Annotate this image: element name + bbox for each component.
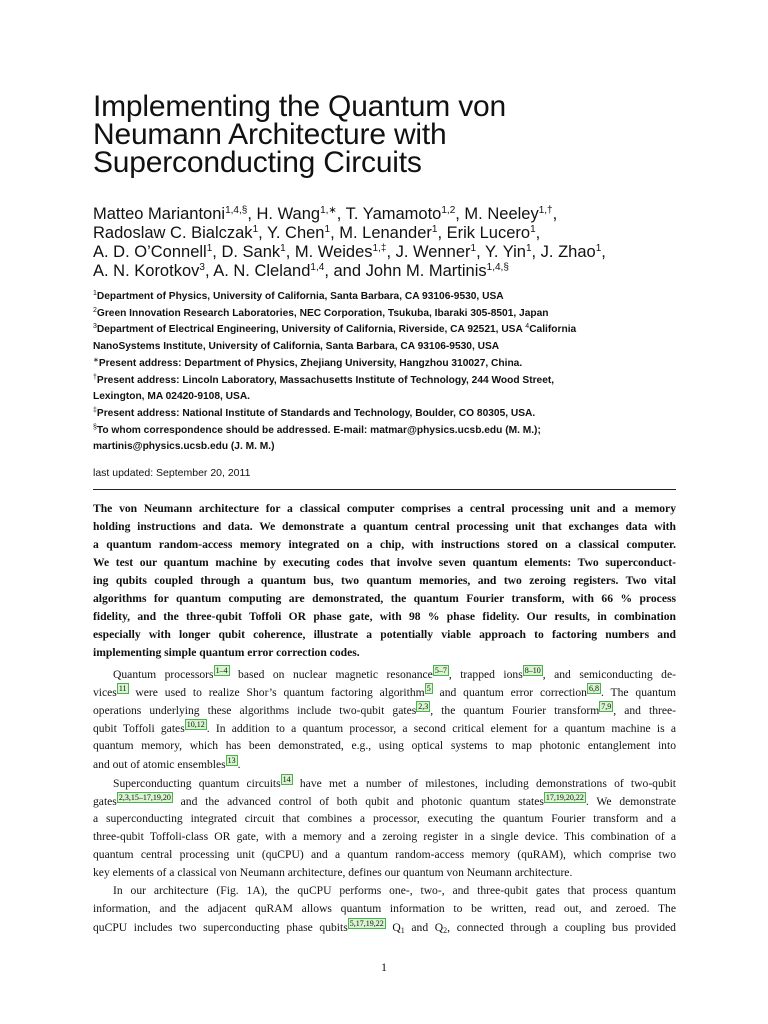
body-text-run: Quantum processors (113, 668, 214, 681)
body-line (93, 719, 676, 737)
affil-text: Green Innovation Research Laboratories, NEC Corporation, Tsukuba, Ibaraki 305-8501, Japan (96, 307, 549, 319)
citation-link[interactable]: 6,8 (588, 684, 599, 694)
body-text-run: . We demonstrate (585, 794, 676, 808)
author-name: , T. Yamamoto (336, 205, 442, 223)
body-text-run: . (237, 758, 241, 772)
author-name: , Y. Yin (476, 243, 526, 261)
body-line (93, 755, 676, 773)
body-text-run: , trapped ions (448, 668, 523, 681)
body-text-run: , and three- (613, 704, 677, 718)
author-sep: , (601, 243, 606, 261)
author-line (93, 243, 733, 262)
author-list (93, 205, 733, 281)
citation-link[interactable]: 13 (227, 756, 236, 766)
citation-link[interactable]: 5–7 (434, 666, 447, 675)
author-name: , D. Sank (212, 243, 281, 261)
affiliation (93, 356, 693, 373)
affiliation (93, 373, 693, 390)
affil-text: Present address: Department of Physics, Zhejiang University, Hangzhou 310027, China. (98, 357, 523, 369)
abstract-line: ing qubits coupled through a quantum bus, two quantum memories, and two zeroing registers. Two vital (93, 574, 676, 587)
abstract (93, 500, 676, 662)
author-affil-mark: 3 (199, 262, 205, 273)
citation-link[interactable]: 2,3 (418, 702, 429, 712)
abstract-line: fidelity, and the three-qubit Toffoli OR phase gate, with 98 % phase fidelity. Our results, in combination (93, 610, 676, 623)
affil-mark: § (93, 423, 97, 431)
body-text-run: were used to realize Shor’s quantum factoring algorithm (128, 686, 425, 700)
author-affil-mark: 1,4,§ (486, 262, 509, 273)
body-text-run: and Q (404, 921, 444, 935)
author-affil-mark: 1,‡ (372, 243, 387, 254)
citation-link[interactable]: 17,19,20,22 (545, 792, 584, 802)
body-text-run: and the advanced control of both qubit and photonic quantum states (172, 794, 544, 808)
author-affil-mark: 1,4 (310, 262, 325, 273)
body-text-run: , connected through a coupling bus provided (447, 921, 676, 935)
citation-link[interactable]: 2,3,15–17,19,20 (118, 792, 171, 802)
author-name: A. D. O’Connell (93, 243, 207, 261)
affil-mark: ∗ (93, 356, 99, 364)
body-text-run: gates (93, 794, 117, 808)
qubit-subscript: 1 (400, 926, 405, 936)
author-name: , J. Wenner (386, 243, 471, 261)
body-text-run: , the quantum Fourier transform (430, 704, 600, 718)
body-text-run: have met a number of milestones, including demonstrations of two-qubit (292, 776, 677, 790)
affil-text: California (529, 324, 577, 336)
correspondence-text: martinis@physics.ucsb.edu (J. M. M.) (93, 441, 275, 453)
affil-text: Present address: Lincoln Laboratory, Massachusetts Institute of Technology, 244 Wood Street, (96, 374, 555, 386)
citation-link[interactable]: 8–10 (524, 666, 541, 675)
body-line: three-qubit Toffoli-class OR gate, with a memory and a zeroing register in a single device. This combination of a (93, 829, 676, 843)
body-text-run: operations underlying these algorithms include two-qubit gates (93, 704, 417, 718)
body-text-run: and out of atomic ensembles (93, 758, 226, 772)
affiliation (93, 322, 693, 339)
abstract-line: algorithms for quantum computing are demonstrated, the quantum Fourier transform, with 66 % process (93, 592, 676, 605)
citation-link[interactable]: 10,12 (186, 720, 205, 730)
author-affil-mark: 1 (525, 243, 532, 254)
affiliation (93, 406, 693, 423)
affil-text: Department of Physics, University of California, Santa Barbara, CA 93106-9530, USA (96, 291, 504, 302)
author-sep: , (552, 205, 558, 223)
citation-link[interactable]: 5 (426, 684, 431, 694)
affiliation (93, 439, 693, 456)
affiliation (93, 289, 693, 306)
affiliation (93, 306, 693, 323)
citation-link[interactable]: 11 (118, 684, 127, 694)
citation-link[interactable]: 1–4 (215, 666, 228, 675)
author-name: Radoslaw C. Bialczak (93, 224, 253, 242)
body-line (93, 918, 676, 936)
affil-mark: ‡ (93, 406, 97, 414)
affil-mark: 3 (93, 323, 97, 331)
body-line: quantum memory, which has been demonstrated, e.g., using optical systems to map photonic entanglement into (93, 739, 676, 753)
page-number: 1 (381, 960, 387, 974)
author-affil-mark: 1 (595, 243, 602, 254)
body-line: information, and the adjacent quRAM allows quantum information to be written, read out, and zeroed. The (93, 902, 676, 916)
author-name: , Erik Lucero (437, 224, 531, 242)
affil-text: NanoSystems Institute, University of California, Santa Barbara, CA 93106-9530, USA (93, 341, 500, 353)
affil-mark: 2 (93, 306, 97, 314)
author-affil-mark: 1 (530, 224, 536, 235)
affil-mark: 4 (525, 323, 530, 331)
author-affil-mark: 1 (431, 224, 438, 235)
author-name: , J. Zhao (531, 243, 596, 261)
body-text (93, 665, 676, 936)
body-line (93, 701, 676, 719)
body-text-run: . In addition to a quantum processor, a second critical element for a quantum machine is a (206, 722, 677, 736)
affil-text: Present address: National Institute of Standards and Technology, Boulder, CO 80305, USA. (96, 407, 536, 419)
divider (93, 489, 676, 490)
affiliation (93, 389, 693, 406)
abstract-line: a quantum random-access memory integrated on a chip, with instructions stored on a classical computer. (93, 538, 676, 551)
author-line (93, 262, 733, 281)
author-affil-mark: 1 (252, 224, 259, 235)
title-line: Neumann Architecture with (93, 118, 447, 151)
author-name: A. N. Korotkov (93, 262, 200, 280)
abstract-line: We test our quantum machine by executing codes that involve seven quantum elements: Two superconduct- (93, 556, 676, 569)
author-affil-mark: 1,† (538, 205, 553, 216)
body-line: a superconducting integrated circuit that combines a processor, executing the quantum Fourier transform and a (93, 811, 676, 825)
author-line (93, 205, 733, 224)
body-line: quantum central processing unit (quCPU) and a quantum random-access memory (quRAM), which comprise two (93, 847, 676, 861)
body-text-run: Superconducting quantum circuits (113, 776, 281, 790)
affil-text: Department of Electrical Engineering, University of California, Riverside, CA 92521, USA (96, 324, 526, 336)
abstract-line: holding instructions and data. We demonstrate a quantum central processing unit that exchanges data with (93, 520, 676, 533)
author-name: , H. Wang (247, 205, 321, 223)
author-affil-mark: 1 (280, 243, 286, 254)
qubit-subscript: 2 (443, 926, 448, 936)
body-text-run: . The quantum (600, 686, 676, 700)
affiliation-block (93, 289, 693, 456)
correspondence-text: To whom correspondence should be addressed. E-mail: matmar@physics.ucsb.edu (M. M.); (96, 424, 541, 436)
author-name: Matteo Mariantoni (93, 205, 226, 223)
affiliation (93, 423, 693, 440)
body-text-run: Q (385, 921, 401, 935)
author-name: , M. Neeley (455, 205, 539, 223)
affiliation (93, 339, 693, 356)
paper-title (93, 90, 713, 179)
author-affil-mark: 1 (324, 224, 331, 235)
affil-mark: 1 (93, 290, 97, 297)
body-line (93, 774, 676, 792)
citation-link[interactable]: 14 (282, 774, 291, 784)
author-name: , A. N. Cleland (204, 262, 311, 280)
body-line (93, 683, 676, 701)
last-updated: last updated: September 20, 2011 (93, 467, 251, 479)
body-line (93, 792, 676, 810)
abstract-line: especially with longer qubit coherence, illustrate a potentially viable approach to factoring numbers and (93, 628, 676, 641)
abstract-line: implementing simple quantum error correction codes. (93, 646, 360, 659)
author-affil-mark: 1,2 (441, 205, 456, 216)
body-text-run: qubit Toffoli gates (93, 722, 185, 736)
author-affil-mark: 1 (470, 243, 477, 254)
title-line: Implementing the Quantum von (93, 90, 506, 123)
author-name: , M. Lenander (330, 224, 432, 242)
author-affil-mark: 1 (206, 243, 213, 254)
author-sep: , (535, 224, 541, 242)
affil-text: Lexington, MA 02420-9108, USA. (93, 391, 251, 403)
author-name: , M. Weides (285, 243, 373, 261)
body-text-run: quCPU includes two superconducting phase qubits (93, 921, 348, 935)
author-affil-mark: 1,4,§ (225, 205, 248, 216)
body-line (93, 665, 676, 683)
citation-link[interactable]: 5,17,19,22 (349, 919, 384, 929)
body-text-run: vices (93, 686, 117, 700)
abstract-line: The von Neumann architecture for a classical computer comprises a central processing unit and a memory (93, 502, 676, 515)
author-name: , and John M. Martinis (324, 262, 487, 280)
author-affil-mark: 1,∗ (320, 205, 337, 216)
body-line: In our architecture (Fig. 1A), the quCPU performs one-, two-, and three-qubit gates that process quantum (113, 884, 676, 898)
author-name: , Y. Chen (258, 224, 325, 242)
affil-mark: † (93, 373, 97, 381)
citation-link[interactable]: 7,9 (601, 702, 612, 712)
body-text-run: , and semiconducting de- (542, 668, 676, 681)
body-text-run: based on nuclear magnetic resonance (229, 668, 433, 681)
body-line: key elements of a classical von Neumann architecture, defines our quantum von Neumann architecture. (93, 866, 573, 880)
body-text-run: and quantum error correction (432, 686, 587, 700)
author-line (93, 224, 733, 243)
title-line: Superconducting Circuits (93, 146, 422, 179)
